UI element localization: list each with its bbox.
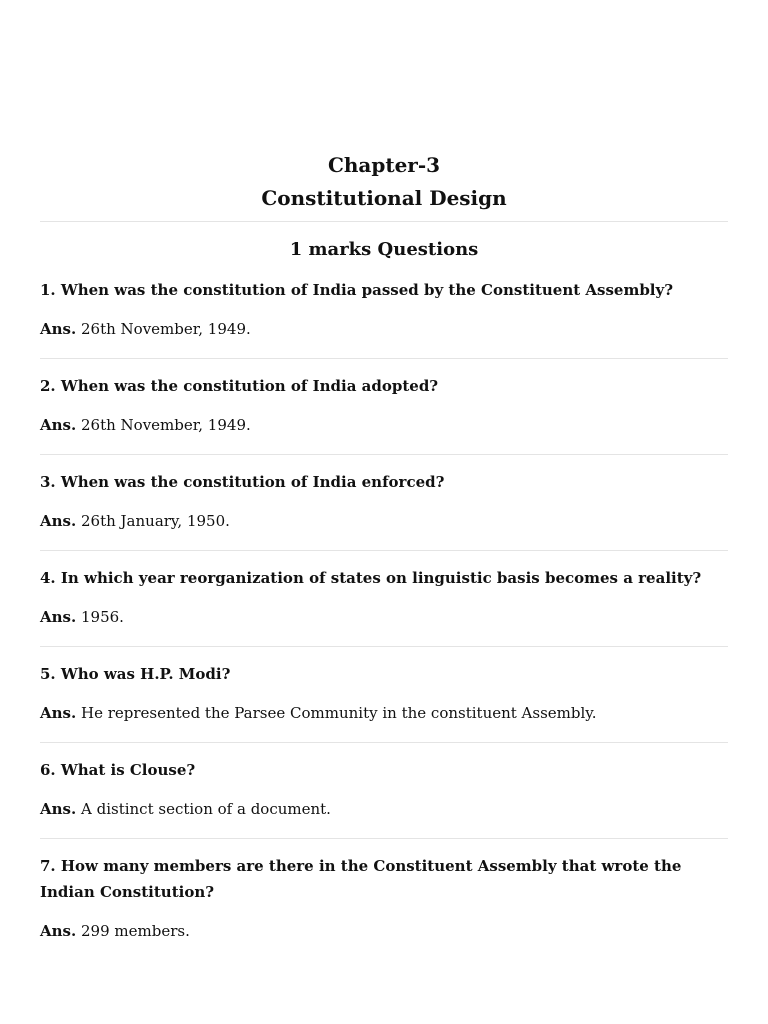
divider [40,550,728,551]
question-4: 4. In which year reorganization of states on linguistic basis becomes a reality? [40,569,702,587]
answer-7 [40,919,728,943]
divider [40,358,728,359]
answer-3 [40,509,728,533]
question-3: 3. When was the constitution of India enforced? [40,473,445,491]
question-6: 6. What is Clouse? [40,761,196,779]
divider [40,838,728,839]
chapter-title: Constitutional Design [261,186,507,210]
answer-text: 26th November, 1949. [81,320,251,338]
section-heading: 1 marks Questions [289,239,479,260]
answer-text: He represented the Parsee Community in the constituent Assembly. [81,704,597,722]
answer-text: 1956. [81,608,124,626]
answer-1 [40,317,728,341]
answer-label: Ans. [40,320,77,338]
answer-label: Ans. [40,800,77,818]
answer-text: 26th January, 1950. [81,512,230,530]
answer-text: 26th November, 1949. [81,416,251,434]
answer-label: Ans. [40,512,77,530]
divider [40,742,728,743]
answer-label: Ans. [40,608,77,626]
question-2: 2. When was the constitution of India adopted? [40,377,439,395]
question-5: 5. Who was H.P. Modi? [40,665,231,683]
answer-label: Ans. [40,922,77,940]
answer-2 [40,413,728,437]
answer-6 [40,797,728,821]
divider [40,221,728,222]
divider [40,454,728,455]
question-1: 1. When was the constitution of India passed by the Constituent Assembly? [40,281,674,299]
answer-text: 299 members. [81,922,190,940]
answer-label: Ans. [40,704,77,722]
answer-4 [40,605,728,629]
chapter-heading: Chapter-3 [327,153,441,177]
answer-5 [40,701,728,725]
answer-text: A distinct section of a document. [81,800,331,818]
divider [40,646,728,647]
answer-label: Ans. [40,416,77,434]
question-7: 7. How many members are there in the Constituent Assembly that wrote the Indian Constitution? [40,857,682,901]
